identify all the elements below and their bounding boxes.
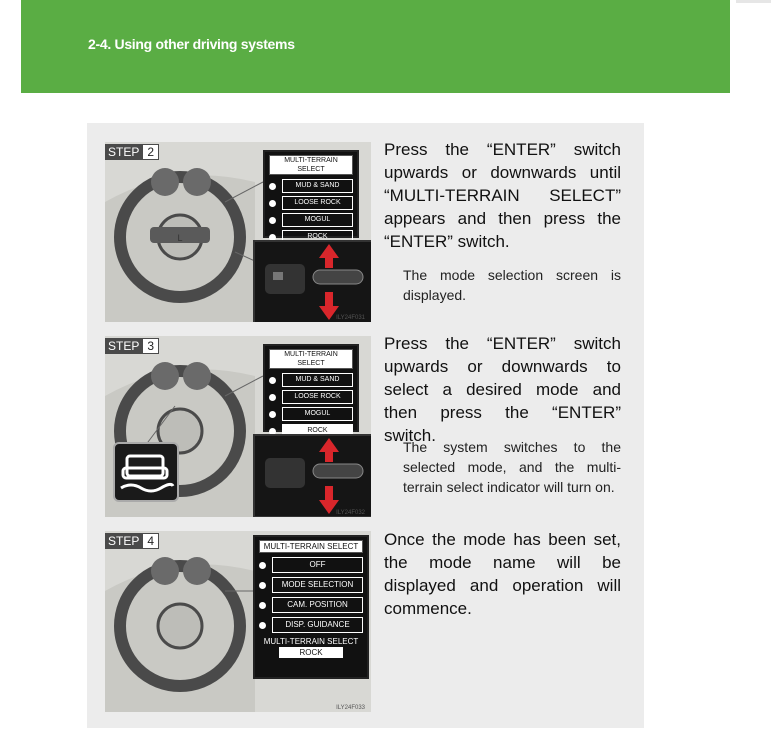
screen-option: MODE SELECTION (259, 577, 363, 593)
radio-dot-icon (259, 622, 266, 629)
radio-dot-icon (269, 394, 276, 401)
radio-dot-icon (259, 582, 266, 589)
step-2-figure (105, 142, 371, 322)
enter-switch-inset (253, 240, 371, 322)
radio-dot-icon (259, 562, 266, 569)
radio-dot-icon (269, 183, 276, 190)
step-badge-3 (105, 338, 159, 354)
multi-terrain-screen (253, 535, 369, 679)
corner-rule (736, 0, 771, 3)
multi-terrain-screen (263, 150, 359, 238)
step-number: 2 (142, 144, 159, 160)
screen-option: ROCK (269, 230, 353, 244)
step-label: STEP (105, 338, 142, 354)
figure-code: ILY24F032 (336, 510, 365, 516)
multi-terrain-screen (263, 344, 359, 432)
step-3-figure (105, 336, 371, 517)
radio-dot-icon (269, 217, 276, 224)
radio-dot-icon (269, 377, 276, 384)
radio-dot-icon (269, 411, 276, 418)
red-up-down-arrow-icon (255, 242, 371, 322)
screen-option: LOOSE ROCK (269, 390, 353, 404)
screen-option-selected: ROCK (269, 424, 353, 438)
step-label: STEP (105, 533, 142, 549)
screen-title: MULTI-TERRAIN SELECT (259, 540, 363, 553)
screen-option: MOGUL (269, 407, 353, 421)
radio-dot-icon (259, 602, 266, 609)
screen-option: DISP. GUIDANCE (259, 617, 363, 633)
screen-option: MUD & SAND (269, 179, 353, 193)
screen-option: CAM. POSITION (259, 597, 363, 613)
step-label: STEP (105, 144, 142, 160)
figure-code: ILY24F033 (336, 705, 365, 711)
screen-option: MOGUL (269, 213, 353, 227)
screen-footer-title: MULTI-TERRAIN SELECT (263, 637, 359, 646)
step-4-figure (105, 531, 371, 712)
screen-option: OFF (259, 557, 363, 573)
step-number: 4 (142, 533, 159, 549)
enter-switch-inset (253, 434, 371, 517)
screen-option: MUD & SAND (269, 373, 353, 387)
screen-title: MULTI-TERRAIN SELECT (269, 155, 353, 175)
figure-code: ILY24F031 (336, 315, 365, 321)
step-3-text: Press the “ENTER” switch upwards or downwards to select a desired mode and then press the “ENTER” switch. (384, 334, 621, 445)
steering-wheel-logo-icon: L (177, 233, 183, 243)
screen-footer-value: ROCK (279, 647, 343, 658)
screen-title: MULTI-TERRAIN SELECT (269, 349, 353, 369)
step-2-text: Press the “ENTER” switch upwards or downwards until “MULTI-TERRAIN SELECT” appears and then press the “ENTER” switch. (384, 140, 621, 251)
radio-dot-icon (269, 200, 276, 207)
step-badge-4 (105, 533, 159, 549)
red-up-down-arrow-icon (255, 436, 371, 516)
screen-option: LOOSE ROCK (269, 196, 353, 210)
step-number: 3 (142, 338, 159, 354)
step-4-text: Once the mode has been set, the mode name will be displayed and operation will commence. (384, 530, 621, 618)
multi-terrain-indicator-icon (113, 442, 179, 502)
step-3-note: The system switches to the selected mode, and the multi-terrain select indicator will turn on. (403, 439, 621, 495)
step-2-note: The mode selection screen is displayed. (403, 267, 621, 303)
section-title: 2-4. Using other driving systems (88, 36, 295, 52)
step-badge-2 (105, 144, 159, 160)
